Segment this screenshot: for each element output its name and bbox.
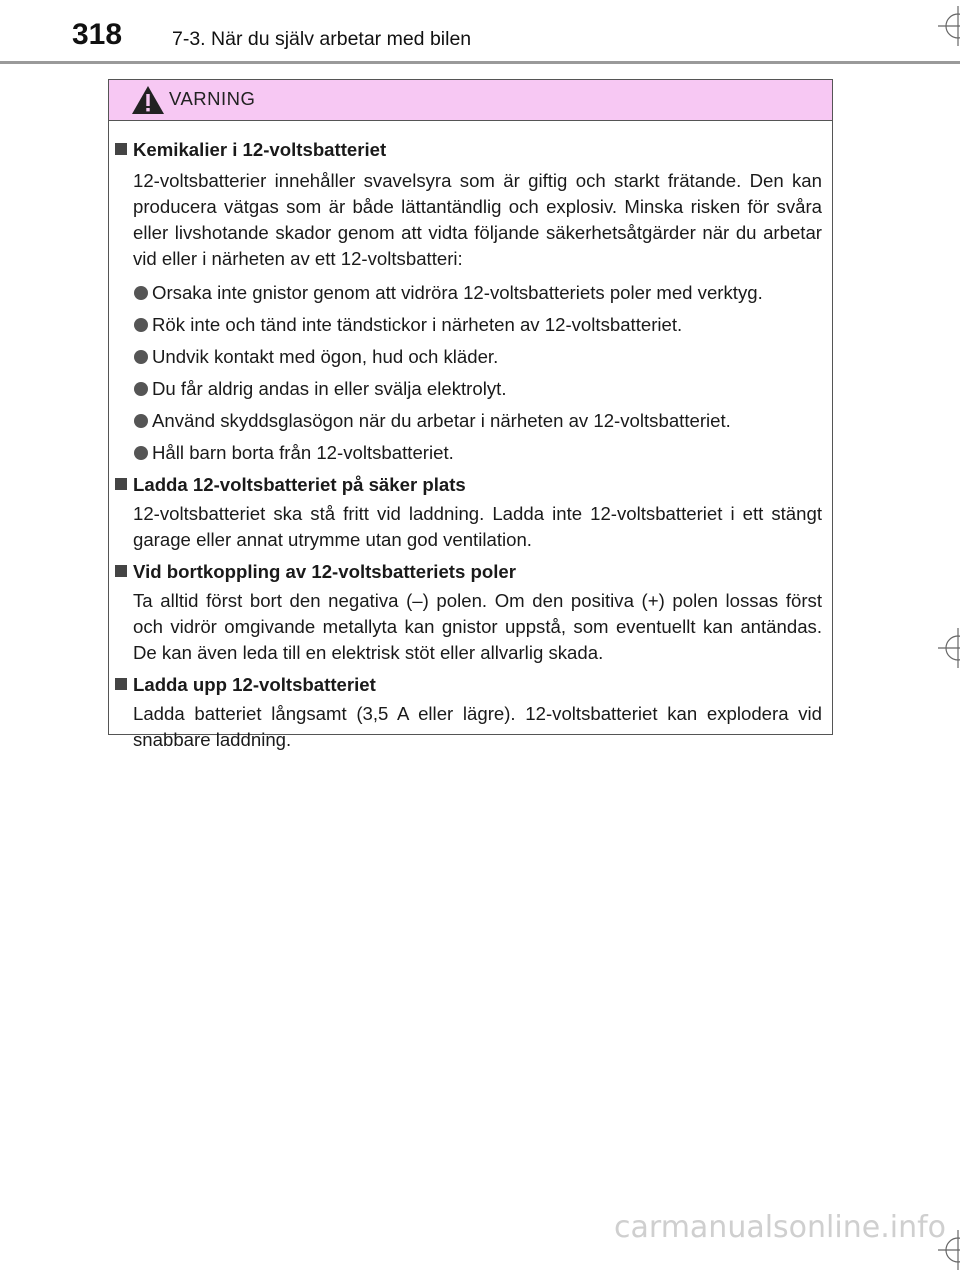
circle-bullet-icon xyxy=(134,446,148,460)
bullet-text: Undvik kontakt med ögon, hud och kläder. xyxy=(152,346,499,367)
circle-bullet-icon xyxy=(134,286,148,300)
warning-triangle-icon xyxy=(131,85,165,115)
bullet-text: Rök inte och tänd inte tändstickor i närheten av 12-voltsbatteriet. xyxy=(152,314,683,335)
section-paragraph: 12-voltsbatteriet ska stå fritt vid laddning. Ladda inte 12-voltsbatteriet i ett stängt garage eller annat utrymme utan god ventilation. xyxy=(133,503,822,550)
section-title: 7-3. När du själv arbetar med bilen xyxy=(172,28,472,50)
circle-bullet-icon xyxy=(134,318,148,332)
section-paragraph: 12-voltsbatterier innehåller svavelsyra som är giftig och starkt frätande. Den kan producera vätgas som är både lättantändlig och explosiv. Minska risken för svåra eller livshotande skador genom att vidta följande säkerhetsåtgärder när du arbetar vid eller i närheten av ett 12-voltsbatteri: xyxy=(133,170,822,269)
bullet-item xyxy=(114,376,822,402)
warning-body xyxy=(109,121,832,753)
bullet-item xyxy=(114,344,822,370)
square-bullet-icon xyxy=(115,678,127,690)
bullet-text: Orsaka inte gnistor genom att vidröra 12-voltsbatteriets poler med verktyg. xyxy=(152,282,763,303)
square-bullet-icon xyxy=(115,478,127,490)
section-paragraph: Ta alltid först bort den negativa (–) polen. Om den positiva (+) polen lossas först och vidrör omgivande metallyta kan gnistor uppstå, som eventuellt kan antändas. De kan även leda till en elektrisk stöt eller allvarlig skada. xyxy=(133,590,822,663)
registration-mark-icon xyxy=(938,628,960,668)
warning-title: VARNING xyxy=(169,88,256,109)
warning-header xyxy=(109,80,832,121)
bullet-text: Använd skyddsglasögon när du arbetar i närheten av 12-voltsbatteriet. xyxy=(152,410,731,431)
circle-bullet-icon xyxy=(134,350,148,364)
section-heading xyxy=(114,672,822,698)
section-heading-text: Ladda upp 12-voltsbatteriet xyxy=(133,674,376,695)
bullet-text: Du får aldrig andas in eller svälja elektrolyt. xyxy=(152,378,507,399)
square-bullet-icon xyxy=(115,565,127,577)
bullet-item xyxy=(114,312,822,338)
circle-bullet-icon xyxy=(134,382,148,396)
section-heading xyxy=(114,137,822,163)
circle-bullet-icon xyxy=(134,414,148,428)
bullet-item xyxy=(114,408,822,434)
section-paragraph: Ladda batteriet långsamt (3,5 A eller lägre). 12-voltsbatteriet kan explodera vid snabbare laddning. xyxy=(133,703,822,750)
bullet-text: Håll barn borta från 12-voltsbatteriet. xyxy=(152,442,454,463)
bullet-item xyxy=(114,280,822,306)
header-rule xyxy=(0,61,960,64)
registration-mark-icon xyxy=(938,6,960,46)
warning-box xyxy=(108,79,833,750)
section-heading-text: Kemikalier i 12-voltsbatteriet xyxy=(133,139,387,160)
page-number: 318 xyxy=(72,18,123,51)
section-heading-text: Ladda 12-voltsbatteriet på säker plats xyxy=(133,474,466,495)
bullet-item xyxy=(114,440,822,466)
section-heading xyxy=(114,472,822,498)
section-heading xyxy=(114,559,822,585)
watermark: carmanualsonline.info xyxy=(614,1210,946,1245)
square-bullet-icon xyxy=(115,143,127,155)
section-heading-text: Vid bortkoppling av 12-voltsbatteriets poler xyxy=(133,561,516,582)
